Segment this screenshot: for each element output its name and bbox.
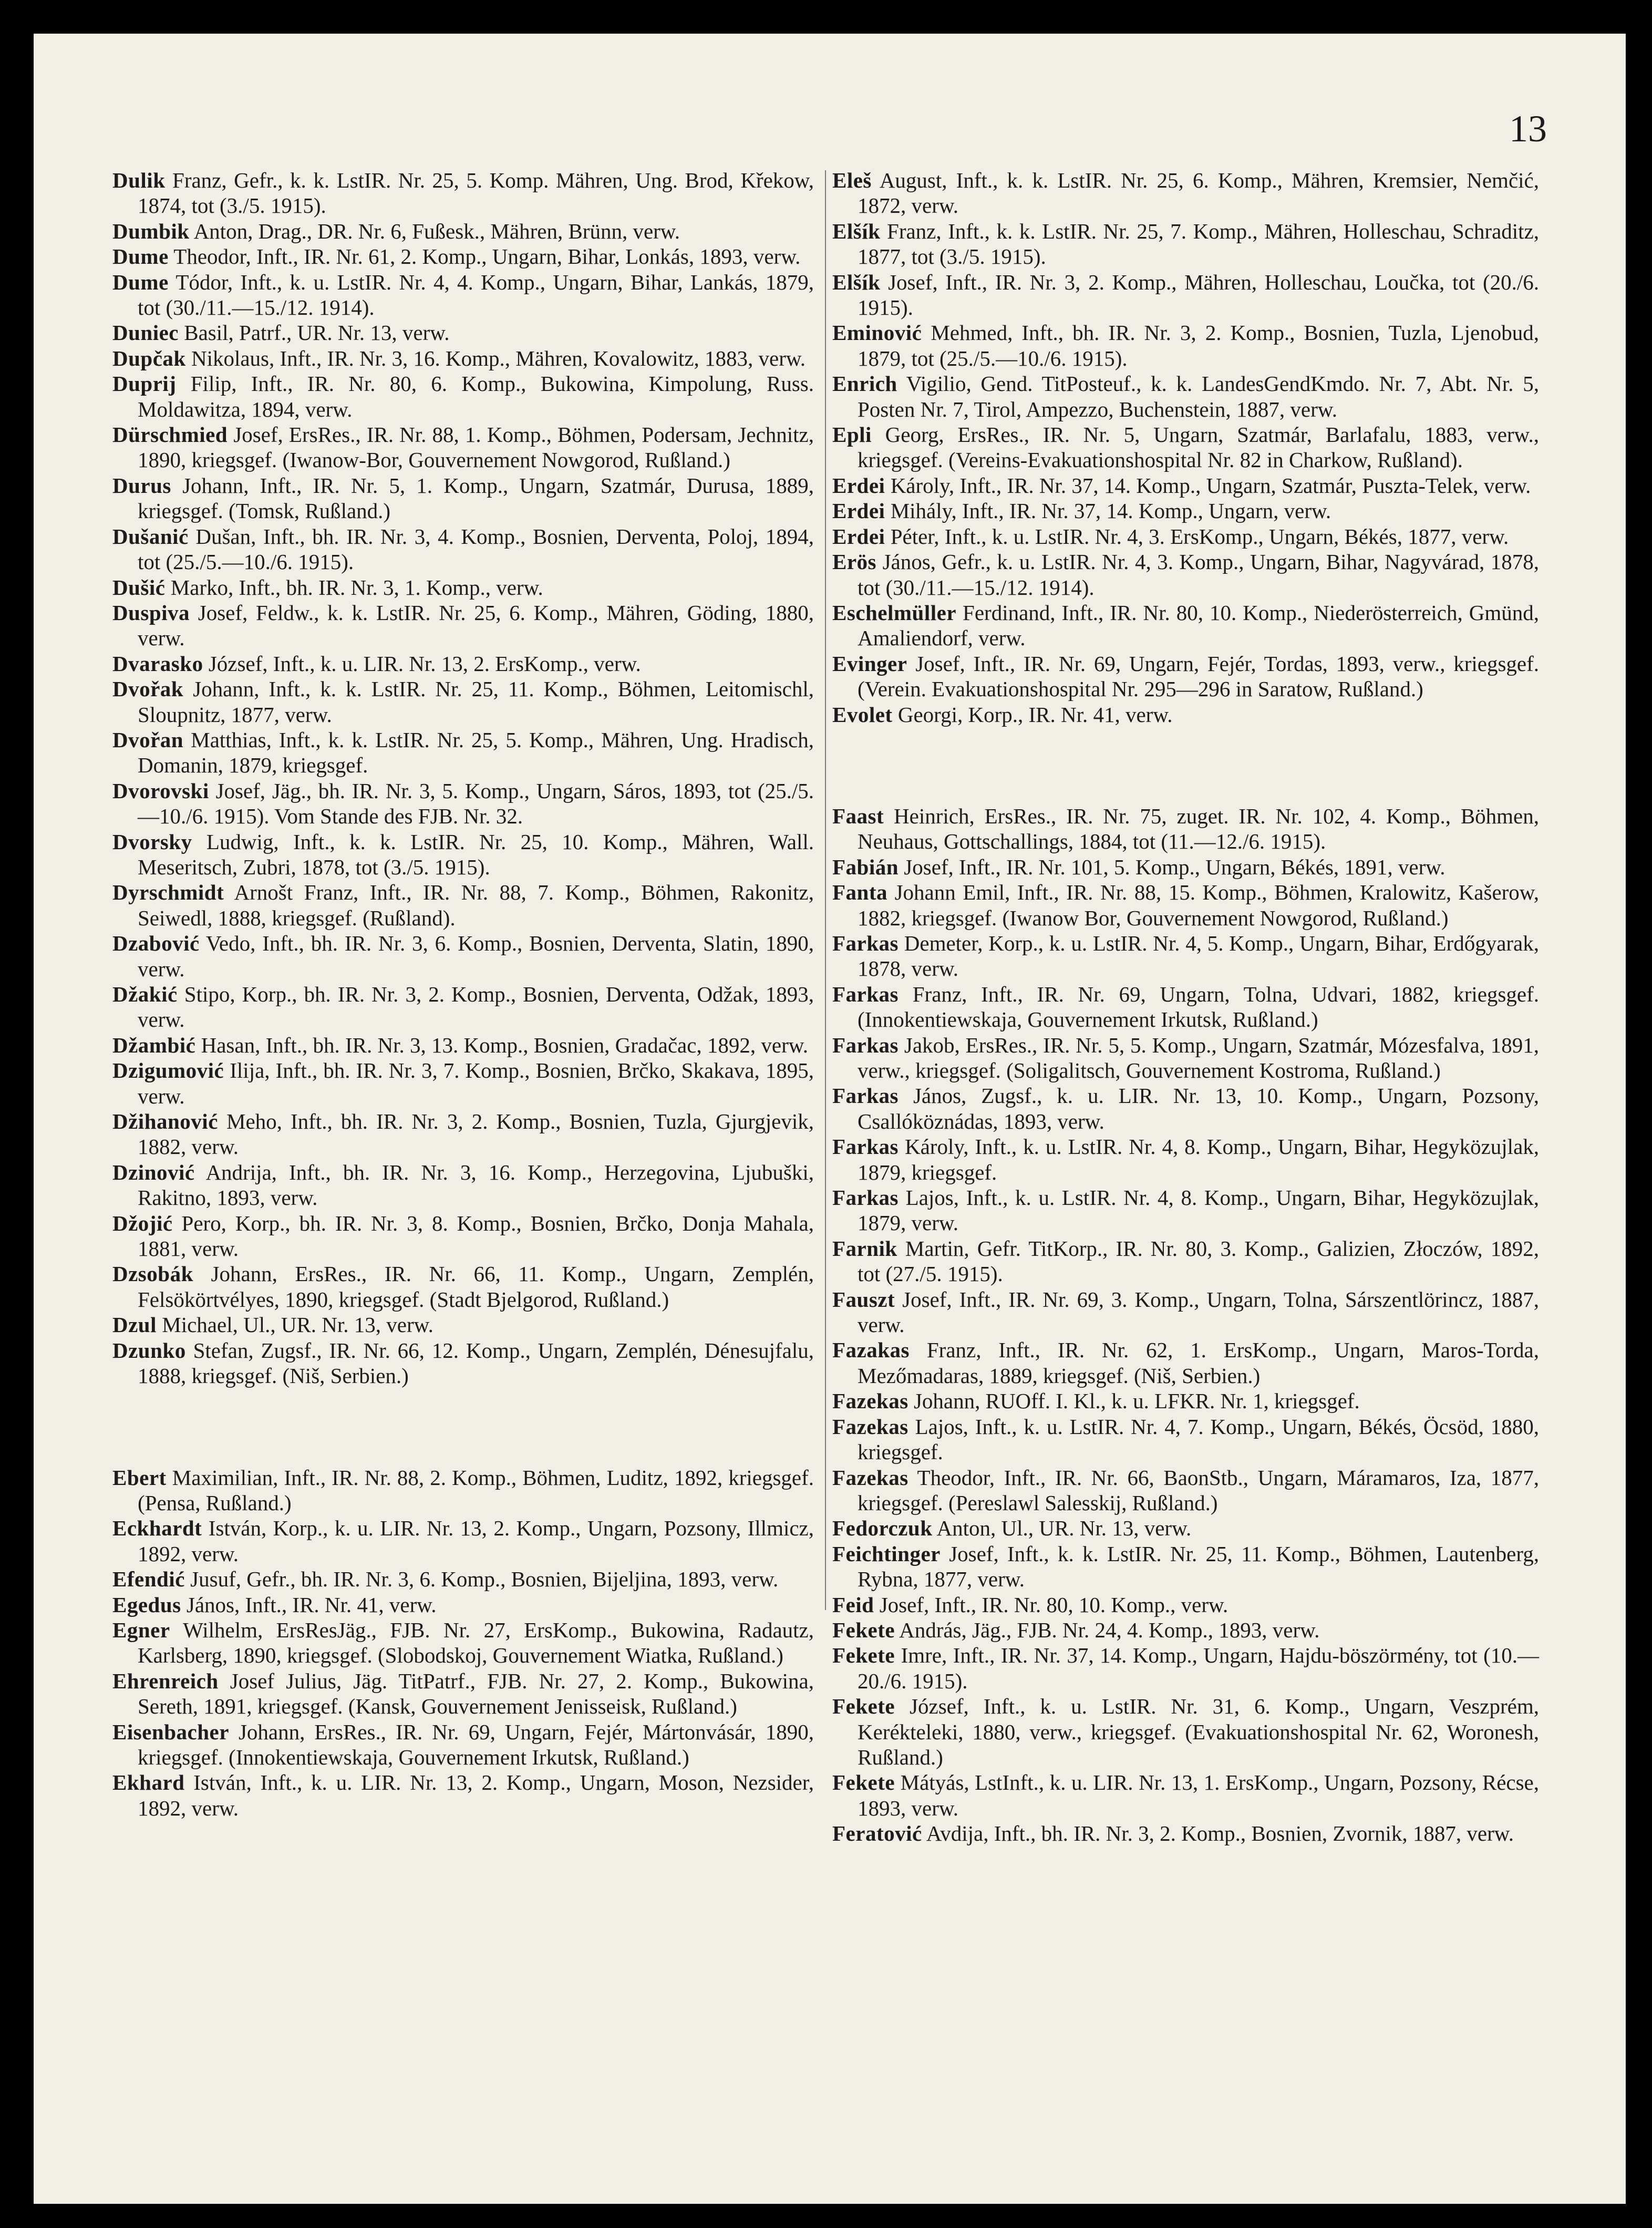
right-section-f <box>832 803 1539 1847</box>
entry-details: Basil, Patrf., UR. Nr. 13, verw. <box>184 321 450 345</box>
entry-surname: Feratović <box>832 1821 922 1846</box>
register-entry <box>832 1770 1539 1821</box>
register-entry <box>832 1617 1539 1643</box>
entry-details: Franz, Inft., IR. Nr. 69, Ungarn, Tolna, Udvari, 1882, kriegsgef. (Innokentiewskaja, Gouvernement Irkutsk, Rußland.) <box>858 982 1539 1032</box>
entry-surname: Dzunko <box>112 1338 186 1363</box>
entry-surname: Ekhard <box>112 1770 185 1795</box>
entry-details: Tódor, Inft., k. u. LstIR. Nr. 4, 4. Komp., Ungarn, Bihar, Lankás, 1879, tot (30./11.—15./12. 1914). <box>138 270 814 320</box>
entry-surname: Farnik <box>832 1236 897 1261</box>
entry-surname: Duprij <box>112 372 177 396</box>
register-entry <box>832 1337 1539 1388</box>
entry-surname: Dvorsky <box>112 829 192 854</box>
entry-surname: Dzul <box>112 1313 157 1337</box>
entry-details: Josef, Inft., IR. Nr. 69, 3. Komp., Ungarn, Tolna, Sárszentlörincz, 1887, verw. <box>858 1287 1539 1337</box>
entry-surname: Eckhardt <box>112 1516 202 1541</box>
register-entry <box>112 778 814 829</box>
entry-details: Mehmed, Inft., bh. IR. Nr. 3, 2. Komp., Bosnien, Tuzla, Ljenobud, 1879, tot (25./5.—10./6. 1915). <box>858 321 1539 370</box>
register-entry <box>832 1515 1539 1541</box>
register-entry <box>832 1465 1539 1516</box>
entry-details: Josef, Inft., IR. Nr. 80, 10. Komp., verw. <box>879 1592 1228 1617</box>
entry-surname: Dzinović <box>112 1160 195 1184</box>
register-entry <box>112 1719 814 1770</box>
entry-surname: Fabián <box>832 854 899 879</box>
entry-surname: Farkas <box>832 1134 899 1159</box>
register-entry <box>112 829 814 880</box>
register-entry <box>832 1083 1539 1134</box>
entry-surname: Ehrenreich <box>112 1668 219 1693</box>
entry-details: Ilija, Inft., bh. IR. Nr. 3, 7. Komp., Bosnien, Brčko, Skakava, 1895, verw. <box>138 1058 814 1108</box>
entry-details: Johann, Inft., IR. Nr. 5, 1. Komp., Ungarn, Szatmár, Durusa, 1889, kriegsgef. (Tomsk, Rußland.) <box>138 473 814 523</box>
entry-details: Jusuf, Gefr., bh. IR. Nr. 3, 6. Komp., Bosnien, Bijeljina, 1893, verw. <box>190 1567 779 1592</box>
register-entry <box>832 498 1539 523</box>
entry-details: Károly, Inft., k. u. LstIR. Nr. 4, 8. Komp., Ungarn, Bihar, Hegyközujlak, 1879, kriegsgef. <box>858 1134 1540 1184</box>
entry-details: Lajos, Inft., k. u. LstIR. Nr. 4, 7. Komp., Ungarn, Békés, Öcsöd, 1880, kriegsgef. <box>858 1414 1539 1464</box>
register-entry <box>112 1770 814 1821</box>
entry-details: Arnošt Franz, Inft., IR. Nr. 88, 7. Komp., Böhmen, Rakonitz, Seiwedl, 1888, kriegsgef. (Rußland). <box>138 880 814 930</box>
entry-surname: Erdei <box>832 499 885 523</box>
register-entry <box>832 371 1539 422</box>
register-entry <box>832 1388 1539 1414</box>
entry-details: Josef, Inft., k. k. LstIR. Nr. 25, 11. Komp., Böhmen, Lautenberg, Rybna, 1877, verw. <box>858 1541 1539 1592</box>
entry-details: August, Inft., k. k. LstIR. Nr. 25, 6. Komp., Mähren, Kremsier, Nemčić, 1872, verw. <box>858 168 1539 218</box>
register-entry <box>112 1465 814 1516</box>
entry-surname: Duspiva <box>112 600 190 625</box>
entry-details: Josef Julius, Jäg. TitPatrf., FJB. Nr. 27, 2. Komp., Bukowina, Sereth, 1891, kriegsgef. (Kansk, Gouvernement Jenisseisk, Rußland.) <box>138 1668 814 1719</box>
register-entry <box>112 346 814 371</box>
entry-surname: Fauszt <box>832 1287 895 1312</box>
entry-surname: Evolet <box>832 702 893 727</box>
entry-details: János, Zugsf., k. u. LIR. Nr. 13, 10. Komp., Ungarn, Pozsony, Csallóköznádas, 1893, verw. <box>858 1084 1540 1133</box>
register-entry <box>112 1109 814 1160</box>
entry-details: Josef, Jäg., bh. IR. Nr. 3, 5. Komp., Ungarn, Sáros, 1893, tot (25./5.—10./6. 1915). Vom Stande des FJB. Nr. 32. <box>138 778 814 829</box>
entry-surname: Dvořak <box>112 677 184 702</box>
register-entry <box>112 1211 814 1262</box>
entry-details: Avdija, Inft., bh. IR. Nr. 3, 2. Komp., Bosnien, Zvornik, 1887, verw. <box>926 1821 1514 1846</box>
entry-details: Anton, Drag., DR. Nr. 6, Fußesk., Mähren, Brünn, verw. <box>193 219 680 243</box>
register-entry <box>112 982 814 1033</box>
entry-details: Mihály, Inft., IR. Nr. 37, 14. Komp., Ungarn, verw. <box>890 499 1331 523</box>
entry-surname: Farkas <box>832 982 899 1006</box>
register-entry <box>832 473 1539 498</box>
entry-details: Franz, Inft., k. k. LstIR. Nr. 25, 7. Komp., Mähren, Holleschau, Schraditz, 1877, tot (3./5. 1915). <box>858 219 1540 269</box>
register-entry <box>112 320 814 345</box>
left-section-e <box>112 1465 814 1821</box>
register-entry <box>112 1668 814 1719</box>
entry-surname: Ebert <box>112 1465 167 1490</box>
register-entry <box>832 1592 1539 1617</box>
register-entry <box>112 651 814 676</box>
register-entry <box>112 244 814 269</box>
register-entry <box>112 931 814 982</box>
entry-surname: Džambić <box>112 1033 196 1057</box>
entry-surname: Evinger <box>832 651 907 676</box>
entry-surname: Fekete <box>832 1643 895 1668</box>
entry-details: Michael, Ul., UR. Nr. 13, verw. <box>162 1313 433 1337</box>
register-entry <box>832 549 1539 600</box>
entry-details: Ferdinand, Inft., IR. Nr. 80, 10. Komp., Niederösterreich, Gmünd, Amaliendorf, verw. <box>858 600 1539 651</box>
entry-details: József, Inft., k. u. LIR. Nr. 13, 2. ErsKomp., verw. <box>208 651 641 676</box>
entry-details: András, Jäg., FJB. Nr. 24, 4. Komp., 1893, verw. <box>899 1617 1320 1642</box>
register-entry <box>112 1515 814 1566</box>
entry-details: Theodor, Inft., IR. Nr. 66, BaonStb., Ungarn, Máramaros, Iza, 1877, kriegsgef. (Pereslawl Salesskij, Rußland.) <box>858 1465 1539 1515</box>
register-entry <box>832 1287 1539 1338</box>
entry-surname: Dušanić <box>112 524 189 549</box>
register-entry <box>112 1338 814 1389</box>
entry-details: Johann, RUOff. I. Kl., k. u. LFKR. Nr. 1, kriegsgef. <box>913 1389 1360 1414</box>
entry-surname: Enrich <box>832 372 897 396</box>
register-entry <box>112 473 814 524</box>
register-entry <box>112 270 814 321</box>
entry-surname: Dume <box>112 244 169 269</box>
entry-details: Péter, Inft., k. u. LstIR. Nr. 4, 3. ErsKomp., Ungarn, Békés, 1877, verw. <box>890 524 1509 549</box>
entry-details: Filip, Inft., IR. Nr. 80, 6. Komp., Bukowina, Kimpolung, Russ. Moldawitza, 1894, verw. <box>138 372 814 421</box>
entry-details: Pero, Korp., bh. IR. Nr. 3, 8. Komp., Bosnien, Brčko, Donja Mahala, 1881, verw. <box>138 1211 814 1261</box>
entry-surname: Eisenbacher <box>112 1719 229 1744</box>
entry-details: Nikolaus, Inft., IR. Nr. 3, 16. Komp., Mähren, Kovalowitz, 1883, verw. <box>191 346 806 370</box>
section-gap <box>832 727 1539 803</box>
entry-surname: Dvarasko <box>112 651 203 676</box>
register-entry <box>832 1643 1539 1694</box>
entry-details: Johann, Inft., k. k. LstIR. Nr. 25, 11. Komp., Böhmen, Leitomischl, Sloupnitz, 1877, verw. <box>138 677 814 727</box>
register-entry <box>112 524 814 575</box>
right-section-e <box>832 168 1539 727</box>
entry-details: Anton, Ul., UR. Nr. 13, verw. <box>936 1516 1192 1541</box>
register-entry <box>112 1617 814 1668</box>
register-entry <box>832 1134 1539 1185</box>
entry-details: Ludwig, Inft., k. k. LstIR. Nr. 25, 10. Komp., Mähren, Wall. Meseritsch, Zubri, 1878, tot (3./5. 1915). <box>138 829 814 879</box>
register-entry <box>832 1033 1539 1084</box>
register-entry <box>112 371 814 422</box>
register-entry <box>832 600 1539 651</box>
entry-surname: Erdei <box>832 524 885 549</box>
entry-surname: Egner <box>112 1617 170 1642</box>
entry-details: Josef, Inft., IR. Nr. 69, Ungarn, Fejér, Tordas, 1893, verw., kriegsgef. (Verein. Evakuationshospital Nr. 295—296 in Saratow, Rußland.) <box>858 651 1539 702</box>
entry-details: Matthias, Inft., k. k. LstIR. Nr. 25, 5. Komp., Mähren, Ung. Hradisch, Domanin, 1879, kriegsgef. <box>138 727 814 778</box>
entry-details: Andrija, Inft., bh. IR. Nr. 3, 16. Komp., Herzegovina, Ljubuški, Rakitno, 1893, verw. <box>138 1160 814 1210</box>
entry-surname: Eminović <box>832 321 922 345</box>
entry-surname: Feid <box>832 1592 874 1617</box>
entry-details: Stefan, Zugsf., IR. Nr. 66, 12. Komp., Ungarn, Zemplén, Dénesujfalu, 1888, kriegsgef. (Niš, Serbien.) <box>138 1338 814 1388</box>
register-entry <box>832 1821 1539 1846</box>
register-entry <box>832 1694 1539 1770</box>
entry-details: Johann, ErsRes., IR. Nr. 66, 11. Komp., Ungarn, Zemplén, Felsökörtvélyes, 1890, kriegsgef. (Stadt Bjelgorod, Rußland.) <box>138 1262 814 1312</box>
entry-surname: Egedus <box>112 1592 181 1617</box>
entry-details: József, Inft., k. u. LstIR. Nr. 31, 6. Komp., Ungarn, Veszprém, Kerékteleki, 1880, verw., kriegsgef. (Evakuationshospital Nr. 62, Woronesh, Rußland.) <box>858 1694 1539 1769</box>
entry-surname: Erdei <box>832 473 885 498</box>
register-entry <box>832 1236 1539 1287</box>
register-entry <box>832 982 1539 1033</box>
entry-surname: Dulik <box>112 168 166 192</box>
register-entry <box>832 854 1539 880</box>
register-entry <box>832 270 1539 321</box>
entry-surname: Fazakas <box>832 1338 910 1363</box>
entry-details: Dušan, Inft., bh. IR. Nr. 3, 4. Komp., Bosnien, Derventa, Poloj, 1894, tot (25./5.—10./6. 1915). <box>138 524 814 574</box>
register-entry <box>112 422 814 473</box>
register-entry <box>112 1033 814 1058</box>
register-entry <box>832 422 1539 473</box>
entry-details: Josef, Inft., IR. Nr. 3, 2. Komp., Mähren, Holleschau, Loučka, tot (20./6. 1915). <box>858 270 1539 320</box>
entry-surname: Fekete <box>832 1617 895 1642</box>
entry-surname: Dzsobák <box>112 1262 193 1286</box>
entry-details: Johann Emil, Inft., IR. Nr. 88, 15. Komp., Böhmen, Kralowitz, Kašerow, 1882, kriegsgef. (Iwanow Bor, Gouvernement Nowgorod, Rußland.) <box>858 880 1539 930</box>
entry-details: János, Gefr., k. u. LstIR. Nr. 4, 3. Komp., Ungarn, Bihar, Nagyvárad, 1878, tot (30./11.—15./12. 1914). <box>858 550 1540 600</box>
entry-surname: Dvořan <box>112 727 184 752</box>
register-entry <box>832 651 1539 702</box>
entry-details: Martin, Gefr. TitKorp., IR. Nr. 80, 3. Komp., Galizien, Złoczów, 1892, tot (27./5. 1915). <box>858 1236 1540 1286</box>
entry-details: Franz, Gefr., k. k. LstIR. Nr. 25, 5. Komp. Mähren, Ung. Brod, Křekow, 1874, tot (3./5. 1915). <box>138 168 814 218</box>
entry-surname: Elšík <box>832 219 881 243</box>
register-entry <box>112 1261 814 1312</box>
entry-details: Vedo, Inft., bh. IR. Nr. 3, 6. Komp., Bosnien, Derventa, Slatin, 1890, verw. <box>138 931 814 981</box>
entry-surname: Džojić <box>112 1211 173 1235</box>
left-section-d <box>112 168 814 1389</box>
entry-surname: Dzabović <box>112 931 200 956</box>
entry-details: Vigilio, Gend. TitPosteuf., k. k. LandesGendKmdo. Nr. 7, Abt. Nr. 5, Posten Nr. 7, Tirol, Ampezzo, Buchenstein, 1887, verw. <box>858 372 1539 421</box>
entry-surname: Farkas <box>832 1185 899 1210</box>
register-entry <box>112 727 814 778</box>
entry-details: Heinrich, ErsRes., IR. Nr. 75, zuget. IR. Nr. 102, 4. Komp., Böhmen, Neuhaus, Gottschallings, 1884, tot (11.—12./6. 1915). <box>858 803 1540 854</box>
register-entry <box>832 320 1539 371</box>
entry-details: Marko, Inft., bh. IR. Nr. 3, 1. Komp., verw. <box>170 575 543 600</box>
entry-surname: Fekete <box>832 1770 895 1795</box>
entry-details: István, Inft., k. u. LIR. Nr. 13, 2. Komp., Ungarn, Moson, Nezsider, 1892, verw. <box>138 1770 814 1820</box>
entry-surname: Dume <box>112 270 169 294</box>
entry-details: Lajos, Inft., k. u. LstIR. Nr. 4, 8. Komp., Ungarn, Bihar, Hegyközujlak, 1879, verw. <box>858 1185 1540 1235</box>
entry-details: Maximilian, Inft., IR. Nr. 88, 2. Komp., Böhmen, Luditz, 1892, kriegsgef. (Pensa, Rußland.) <box>138 1465 814 1515</box>
entry-surname: Durus <box>112 473 171 498</box>
entry-details: Demeter, Korp., k. u. LstIR. Nr. 4, 5. Komp., Ungarn, Bihar, Erdőgyarak, 1878, verw. <box>858 931 1539 981</box>
section-gap <box>112 1389 814 1465</box>
entry-details: Theodor, Inft., IR. Nr. 61, 2. Komp., Ungarn, Bihar, Lonkás, 1893, verw. <box>173 244 801 269</box>
entry-details: Hasan, Inft., bh. IR. Nr. 3, 13. Komp., Bosnien, Gradačac, 1892, verw. <box>201 1033 808 1057</box>
right-column <box>832 168 1539 1847</box>
entry-surname: Fazekas <box>832 1414 908 1439</box>
entry-surname: Farkas <box>832 931 899 955</box>
entry-surname: Fedorczuk <box>832 1516 933 1541</box>
entry-surname: Elšík <box>832 270 881 294</box>
entry-details: Károly, Inft., IR. Nr. 37, 14. Komp., Ungarn, Szatmár, Puszta-Telek, verw. <box>890 473 1531 498</box>
register-entry <box>112 219 814 244</box>
register-entry <box>112 168 814 219</box>
register-entry <box>112 575 814 600</box>
entry-details: Mátyás, LstInft., k. u. LIR. Nr. 13, 1. ErsKomp., Ungarn, Pozsony, Récse, 1893, verw. <box>858 1770 1540 1820</box>
entry-details: István, Korp., k. u. LIR. Nr. 13, 2. Komp., Ungarn, Pozsony, Illmicz, 1892, verw. <box>138 1516 814 1566</box>
entry-surname: Dvorovski <box>112 778 209 803</box>
register-entry <box>112 1160 814 1211</box>
left-column <box>112 168 814 1821</box>
register-entry <box>832 1541 1539 1592</box>
entry-surname: Fazekas <box>832 1465 908 1490</box>
entry-details: János, Inft., IR. Nr. 41, verw. <box>186 1592 437 1617</box>
entry-details: Georg, ErsRes., IR. Nr. 5, Ungarn, Szatmár, Barlafalu, 1883, verw., kriegsgef. (Vereins-Evakuationshospital Nr. 82 in Charkow, Rußland). <box>858 422 1540 472</box>
entry-details: Josef, Inft., IR. Nr. 101, 5. Komp., Ungarn, Békés, 1891, verw. <box>904 854 1446 879</box>
register-entry <box>112 1592 814 1617</box>
entry-surname: Dumbik <box>112 219 190 243</box>
register-entry <box>112 600 814 651</box>
register-entry <box>112 1566 814 1592</box>
entry-details: Jakob, ErsRes., IR. Nr. 5, 5. Komp., Ungarn, Szatmár, Mózesfalva, 1891, verw., kriegsgef. (Soligalitsch, Gouvernement Kostroma, Rußland.) <box>858 1033 1540 1082</box>
entry-details: Johann, ErsRes., IR. Nr. 69, Ungarn, Fejér, Mártonvásár, 1890, kriegsgef. (Innokentiewskaja, Gouvernement Irkutsk, Rußland.) <box>138 1719 814 1769</box>
register-entry <box>112 1058 814 1109</box>
entry-surname: Feichtinger <box>832 1541 941 1566</box>
register-entry <box>112 1312 814 1337</box>
entry-details: Josef, ErsRes., IR. Nr. 88, 1. Komp., Böhmen, Podersam, Jechnitz, 1890, kriegsgef. (Iwanow-Bor, Gouvernement Nowgorod, Rußland.) <box>138 422 814 472</box>
entry-surname: Erös <box>832 550 876 574</box>
entry-details: Wilhelm, ErsResJäg., FJB. Nr. 27, ErsKomp., Bukowina, Radautz, Karlsberg, 1890, kriegsgef. (Slobodskoj, Gouvernement Wiatka, Rußland.) <box>138 1617 814 1668</box>
entry-surname: Farkas <box>832 1084 899 1108</box>
entry-surname: Farkas <box>832 1033 899 1057</box>
register-entry <box>832 168 1539 219</box>
entry-details: Franz, Inft., IR. Nr. 62, 1. ErsKomp., Ungarn, Maros-Torda, Mezőmadaras, 1889, kriegsgef. (Niš, Serbien.) <box>858 1338 1539 1388</box>
entry-details: Imre, Inft., IR. Nr. 37, 14. Komp., Ungarn, Hajdu-böszörmény, tot (10.—20./6. 1915). <box>858 1643 1539 1693</box>
entry-surname: Dušić <box>112 575 166 600</box>
page-number: 13 <box>1509 108 1547 150</box>
register-entry <box>112 676 814 727</box>
entry-surname: Dyrschmidt <box>112 880 224 905</box>
document-page <box>34 34 1626 2204</box>
register-entry <box>832 702 1539 727</box>
entry-surname: Epli <box>832 422 872 447</box>
entry-surname: Fanta <box>832 880 887 905</box>
entry-surname: Dzigumović <box>112 1058 224 1083</box>
register-entry <box>832 931 1539 982</box>
entry-details: Georgi, Korp., IR. Nr. 41, verw. <box>897 702 1173 727</box>
entry-surname: Dürschmied <box>112 422 228 447</box>
entry-surname: Eleš <box>832 168 872 192</box>
entry-surname: Džakić <box>112 982 178 1006</box>
register-entry <box>832 803 1539 854</box>
column-divider <box>825 170 826 1610</box>
register-entry <box>832 1414 1539 1465</box>
entry-details: Stipo, Korp., bh. IR. Nr. 3, 2. Komp., Bosnien, Derventa, Odžak, 1893, verw. <box>138 982 814 1032</box>
entry-surname: Efendić <box>112 1567 185 1592</box>
entry-details: Meho, Inft., bh. IR. Nr. 3, 2. Komp., Bosnien, Tuzla, Gjurgjevik, 1882, verw. <box>138 1109 814 1159</box>
entry-surname: Fazekas <box>832 1389 908 1414</box>
register-entry <box>832 1185 1539 1236</box>
entry-surname: Džihanović <box>112 1109 218 1134</box>
register-entry <box>832 524 1539 549</box>
entry-surname: Fekete <box>832 1694 895 1719</box>
register-entry <box>832 219 1539 270</box>
entry-details: Josef, Feldw., k. k. LstIR. Nr. 25, 6. Komp., Mähren, Göding, 1880, verw. <box>138 600 814 651</box>
register-entry <box>832 880 1539 931</box>
entry-surname: Dupčak <box>112 346 186 370</box>
entry-surname: Duniec <box>112 321 179 345</box>
entry-surname: Eschelmüller <box>832 600 957 625</box>
entry-surname: Faast <box>832 803 884 828</box>
register-entry <box>112 880 814 931</box>
